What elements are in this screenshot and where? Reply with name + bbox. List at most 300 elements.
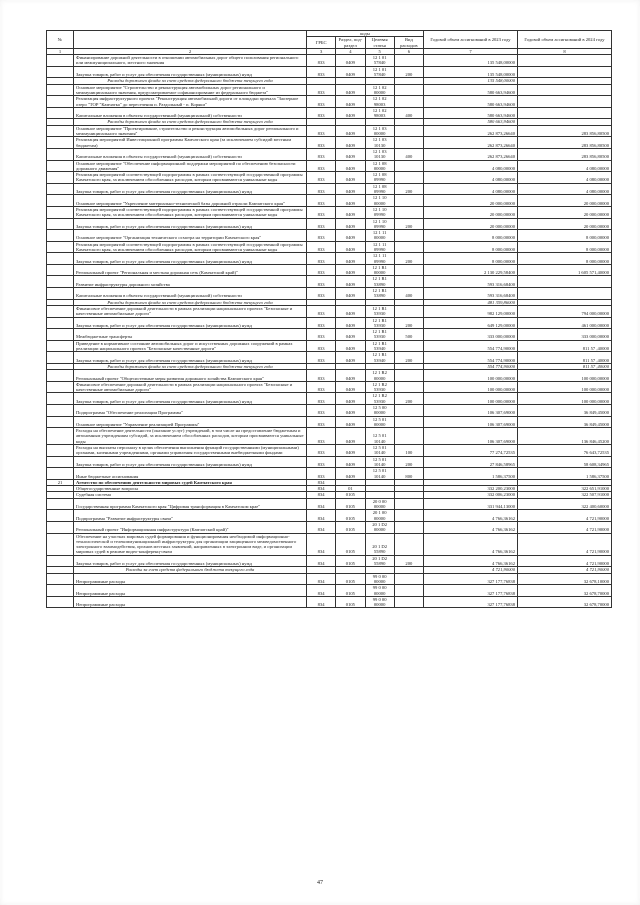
table-row bbox=[47, 241, 612, 253]
row-volume-2024-cell: 4 721,90000 bbox=[518, 533, 612, 555]
row-name-cell: Основное мероприятие "Строительство и реконструкция автомобильных дорог регионального и межмуниципального значения, предусматриваемое софинансирование из федерального бюджета" bbox=[74, 84, 307, 96]
row-expense-type-cell: 400 bbox=[394, 148, 423, 160]
row-expense-type-cell bbox=[394, 160, 423, 172]
row-name-cell: Финансирование дорожной деятельности в отношении автомобильных дорог общего пользования регионального или межмуниципального, местного значения bbox=[74, 55, 307, 67]
row-volume-2023-cell: 593 316,68400 bbox=[424, 276, 518, 288]
row-name-cell: Основное мероприятие "Укрепление материально-технической базы дорожной отрасли Камчатского края" bbox=[74, 195, 307, 207]
row-volume-2023-cell: 106 307,69000 bbox=[424, 416, 518, 428]
row-expense-type-cell: 400 bbox=[394, 107, 423, 119]
row-grbs-cell: 833 bbox=[307, 172, 336, 184]
row-number-cell bbox=[47, 428, 74, 445]
row-expense-type-cell bbox=[394, 276, 423, 288]
row-grbs-cell: 834 bbox=[307, 510, 336, 522]
table-row bbox=[47, 55, 612, 67]
row-number-cell bbox=[47, 125, 74, 137]
header-codes-group: коды bbox=[307, 31, 424, 37]
row-expense-type-cell: 200 bbox=[394, 253, 423, 265]
row-volume-2023-cell: 4 080,00000 bbox=[424, 183, 518, 195]
row-volume-2024-cell bbox=[518, 55, 612, 67]
row-volume-2023-cell: 4 766,36162 bbox=[424, 533, 518, 555]
row-volume-2024-cell: 283 856,80500 bbox=[518, 148, 612, 160]
row-number-cell bbox=[47, 329, 74, 341]
row-volume-2024-cell bbox=[518, 107, 612, 119]
table-row bbox=[47, 329, 612, 341]
table-row bbox=[47, 230, 612, 242]
row-section-cell: 0105 bbox=[336, 510, 365, 522]
row-number-cell bbox=[47, 107, 74, 119]
row-volume-2024-cell: 136 846,45200 bbox=[518, 428, 612, 445]
row-volume-2023-cell: 327 177,76838 bbox=[424, 573, 518, 585]
row-name-cell: Реализация мероприятий соответствующей подпрограммы в рамках соответствующей государственной программы Камчатского края, за исключением обособленных расходов, которым присваиваются уникальные коды bbox=[74, 172, 307, 184]
row-volume-2023-cell: 1 586,37500 bbox=[424, 468, 518, 480]
row-expense-type-cell bbox=[394, 84, 423, 96]
table-row bbox=[47, 381, 612, 393]
row-volume-2024-cell bbox=[518, 288, 612, 300]
row-number-cell bbox=[47, 405, 74, 417]
row-target-article-cell: 12 1 R1 00000 bbox=[365, 264, 394, 276]
row-volume-2023-cell: 331 944,13000 bbox=[424, 498, 518, 510]
row-target-article-cell: 12 1 11 09990 bbox=[365, 241, 394, 253]
row-target-article-cell: 12 1 02 98003 bbox=[365, 107, 394, 119]
row-section-cell: 0409 bbox=[336, 107, 365, 119]
row-expense-type-cell bbox=[394, 416, 423, 428]
row-volume-2023-cell: 982 129,00000 bbox=[424, 305, 518, 317]
row-expense-type-cell bbox=[394, 340, 423, 352]
row-grbs-cell: 834 bbox=[307, 533, 336, 555]
row-target-article-cell: 12 1 R2 53930 bbox=[365, 393, 394, 405]
row-name-cell: Закупка товаров, работ и услуг для обеспечения государственных (муниципальных) нужд bbox=[74, 253, 307, 265]
row-volume-2023-cell: 262 873,26640 bbox=[424, 125, 518, 137]
row-number-cell bbox=[47, 573, 74, 585]
row-grbs-cell: 833 bbox=[307, 456, 336, 468]
row-target-article-cell: 12 1 03 00000 bbox=[365, 125, 394, 137]
row-section-cell: 0105 bbox=[336, 573, 365, 585]
row-grbs-cell: 833 bbox=[307, 445, 336, 457]
row-volume-2024-cell: 58 608,34965 bbox=[518, 456, 612, 468]
row-name-cell: Капитальные вложения в объекты государственной (муниципальной) собственности bbox=[74, 148, 307, 160]
row-name-cell: Финансовое обеспечение дорожной деятельности в рамках реализации национального проекта "Безопасные и качественные автомобильные дороги" bbox=[74, 305, 307, 317]
row-section-cell: 0409 bbox=[336, 66, 365, 78]
row-volume-2023-cell: 27 846,58965 bbox=[424, 456, 518, 468]
row-grbs-cell: 833 bbox=[307, 148, 336, 160]
row-section-cell: 0409 bbox=[336, 468, 365, 480]
row-name-cell: Закупка товаров, работ и услуг для обеспечения государственных (муниципальных) нужд bbox=[74, 218, 307, 230]
row-name-cell: Обеспечение на участках мировых судей формирования и функционирования необходимой информационно-технологической и телекоммуникационной инфраструктуры для организации защищенного межведомственного электронного взаимодействия, органов местных заявлений, направленных в электронном виде, и организации мировых судей в режиме видео-конференц-связи bbox=[74, 533, 307, 555]
table-row bbox=[47, 585, 612, 597]
row-target-article-cell: 12 1 R1 53930 bbox=[365, 317, 394, 329]
row-grbs-cell: 834 bbox=[307, 555, 336, 567]
row-target-article-cell: 12 1 R1 53940 bbox=[365, 340, 394, 352]
row-target-article-cell: 99 0 00 00000 bbox=[365, 585, 394, 597]
row-volume-2024-cell: 322 651,91000 bbox=[518, 486, 612, 492]
index-cell: 4 bbox=[336, 48, 365, 54]
row-section-cell: 0409 bbox=[336, 218, 365, 230]
row-volume-2023-cell: 20 000,00000 bbox=[424, 218, 518, 230]
row-grbs-cell: 833 bbox=[307, 317, 336, 329]
row-expense-type-cell bbox=[394, 55, 423, 67]
header-section: Раздел, под-раздел bbox=[336, 37, 365, 49]
row-number-cell bbox=[47, 137, 74, 149]
row-target-article-cell: 12 1 R1 53930 bbox=[365, 305, 394, 317]
row-name-cell: Межбюджетные трансферты bbox=[74, 329, 307, 341]
row-expense-type-cell bbox=[394, 498, 423, 510]
row-grbs-cell: 833 bbox=[307, 66, 336, 78]
row-volume-2024-cell: 20 000,00000 bbox=[518, 206, 612, 218]
row-target-article-cell: 12 1 01 57840 bbox=[365, 66, 394, 78]
row-volume-2024-cell bbox=[518, 96, 612, 108]
row-volume-2024-cell: 100 000,00000 bbox=[518, 381, 612, 393]
row-name-cell: Непрограммные расходы bbox=[74, 573, 307, 585]
table-row bbox=[47, 195, 612, 207]
row-target-article-cell: 12 1 R1 53890 bbox=[365, 288, 394, 300]
header-target-article: Целевая статья bbox=[365, 37, 394, 49]
row-expense-type-cell: 200 bbox=[394, 555, 423, 567]
row-volume-2023-cell: 593 316,68400 bbox=[424, 288, 518, 300]
row-number-cell bbox=[47, 340, 74, 352]
row-volume-2023-cell: 4 766,36162 bbox=[424, 510, 518, 522]
row-target-article-cell: 12 5 01 10140 bbox=[365, 428, 394, 445]
header-number: № bbox=[47, 31, 74, 49]
row-volume-2024-cell bbox=[518, 66, 612, 78]
row-volume-2023-cell: 554 774,90000 bbox=[424, 363, 518, 369]
row-section-cell: 0409 bbox=[336, 329, 365, 341]
row-number-cell bbox=[47, 468, 74, 480]
row-grbs-cell: 833 bbox=[307, 393, 336, 405]
row-name-cell: Приведение в нормативное состояние автомобильных дорог и искусственных дорожных сооружений в рамках реализации национального проекта "Безопасные качественные дороги" bbox=[74, 340, 307, 352]
row-number-cell bbox=[47, 555, 74, 567]
table-row bbox=[47, 96, 612, 108]
row-expense-type-cell bbox=[394, 206, 423, 218]
row-volume-2024-cell: 4 721,90000 bbox=[518, 567, 612, 573]
row-name-cell: Региональный проект "Общесистемные меры развития дорожного хозяйства Камчатского края" bbox=[74, 370, 307, 382]
table-row bbox=[47, 428, 612, 445]
table-row bbox=[47, 84, 612, 96]
row-section-cell: 0105 bbox=[336, 596, 365, 608]
row-volume-2023-cell: 332 200,23000 bbox=[424, 486, 518, 492]
budget-table bbox=[46, 30, 612, 608]
row-grbs-cell: 834 bbox=[307, 479, 336, 485]
row-expense-type-cell bbox=[394, 230, 423, 242]
row-volume-2023-cell: 481 359,86000 bbox=[424, 299, 518, 305]
row-section-cell: 0409 bbox=[336, 55, 365, 67]
row-volume-2024-cell: 811 57 ,40000 bbox=[518, 340, 612, 352]
row-expense-type-cell: 200 bbox=[394, 218, 423, 230]
row-volume-2024-cell: 100 000,00000 bbox=[518, 370, 612, 382]
index-cell: 6 bbox=[394, 48, 423, 54]
row-section-cell: 0409 bbox=[336, 137, 365, 149]
row-section-cell: 0409 bbox=[336, 125, 365, 137]
row-section-cell: 0409 bbox=[336, 253, 365, 265]
row-section-cell: 0409 bbox=[336, 276, 365, 288]
row-volume-2024-cell: 794 000,00000 bbox=[518, 305, 612, 317]
table-row bbox=[47, 317, 612, 329]
row-target-article-cell: 12 1 R1 53930 bbox=[365, 329, 394, 341]
row-volume-2023-cell: 554 774,90000 bbox=[424, 352, 518, 364]
row-expense-type-cell: 500 bbox=[394, 329, 423, 341]
row-volume-2023-cell: 106 307,69000 bbox=[424, 428, 518, 445]
table-row bbox=[47, 183, 612, 195]
row-expense-type-cell bbox=[394, 241, 423, 253]
row-target-article-cell: 12 1 R1 53940 bbox=[365, 352, 394, 364]
row-number-cell bbox=[47, 66, 74, 78]
row-volume-2024-cell: 76 643,72535 bbox=[518, 445, 612, 457]
row-grbs-cell: 834 bbox=[307, 521, 336, 533]
row-target-article-cell: 12 1 R1 53890 bbox=[365, 276, 394, 288]
row-volume-2024-cell: 4 080,00000 bbox=[518, 160, 612, 172]
row-section-cell: 0409 bbox=[336, 445, 365, 457]
row-volume-2023-cell: 580 663,94600 bbox=[424, 119, 518, 125]
row-volume-2023-cell: 106 307,69000 bbox=[424, 405, 518, 417]
row-target-article-cell: 12 5 01 00000 bbox=[365, 416, 394, 428]
row-volume-2024-cell bbox=[518, 276, 612, 288]
row-name-cell: Основное мероприятие "Управление реализацией Программы" bbox=[74, 416, 307, 428]
row-grbs-cell: 833 bbox=[307, 428, 336, 445]
row-expense-type-cell bbox=[394, 96, 423, 108]
row-number-cell bbox=[47, 241, 74, 253]
row-target-article-cell: 99 0 00 00000 bbox=[365, 573, 394, 585]
row-number-cell bbox=[47, 183, 74, 195]
row-name-cell: Реализация мероприятий соответствующей подпрограммы в рамках соответствующей государственной программы Камчатского края, за исключением обособленных расходов, которым присваиваются уникальные коды bbox=[74, 206, 307, 218]
row-expense-type-cell bbox=[394, 381, 423, 393]
header-expense-type: Вид расходов bbox=[394, 37, 423, 49]
row-expense-type-cell: 100 bbox=[394, 445, 423, 457]
row-number-cell bbox=[47, 305, 74, 317]
row-section-cell: 0409 bbox=[336, 183, 365, 195]
row-expense-type-cell bbox=[394, 533, 423, 555]
row-expense-type-cell: 200 bbox=[394, 317, 423, 329]
row-volume-2024-cell: 8 000,00000 bbox=[518, 253, 612, 265]
row-volume-2024-cell: 1 586,37500 bbox=[518, 468, 612, 480]
row-section-cell: 0409 bbox=[336, 84, 365, 96]
row-grbs-cell: 833 bbox=[307, 352, 336, 364]
table-row bbox=[47, 510, 612, 522]
row-section-cell: 0105 bbox=[336, 492, 365, 498]
row-name-cell: Расходы дорожного фонда за счет средств федерального бюджета текущего года bbox=[74, 119, 307, 125]
row-name-cell: Региональный проект "Региональная и местная дорожная сеть (Камчатский край)" bbox=[74, 264, 307, 276]
table-row bbox=[47, 456, 612, 468]
row-section-cell: 0409 bbox=[336, 195, 365, 207]
row-expense-type-cell bbox=[394, 137, 423, 149]
row-target-article-cell: 12 1 10 09990 bbox=[365, 206, 394, 218]
row-volume-2024-cell: 8 000,00000 bbox=[518, 230, 612, 242]
row-grbs-cell: 833 bbox=[307, 370, 336, 382]
row-name-cell: Расходы дорожного фонда за счет средств федерального бюджета текущего года bbox=[74, 299, 307, 305]
row-target-article-cell: 12 5 01 10140 bbox=[365, 468, 394, 480]
row-number-cell bbox=[47, 288, 74, 300]
row-expense-type-cell: 200 bbox=[394, 183, 423, 195]
row-number-cell bbox=[47, 456, 74, 468]
row-expense-type-cell bbox=[394, 585, 423, 597]
index-cell: 2 bbox=[74, 48, 307, 54]
row-grbs-cell: 833 bbox=[307, 183, 336, 195]
table-row bbox=[47, 498, 612, 510]
row-volume-2024-cell: 322 400,60000 bbox=[518, 498, 612, 510]
row-volume-2023-cell: 649 129,00000 bbox=[424, 317, 518, 329]
row-volume-2023-cell: 135 548,00000 bbox=[424, 66, 518, 78]
row-number-cell bbox=[47, 84, 74, 96]
row-volume-2023-cell: 332 006,23000 bbox=[424, 492, 518, 498]
row-volume-2024-cell: 4 721,90000 bbox=[518, 510, 612, 522]
row-volume-2023-cell: 20 000,00000 bbox=[424, 206, 518, 218]
row-name-cell: Реализация мероприятий соответствующей подпрограммы в рамках соответствующей государственной программы Камчатского края, за исключением обособленных расходов, которым присваиваются уникальные коды bbox=[74, 241, 307, 253]
row-name-cell: Развитие инфраструктуры дорожного хозяйства bbox=[74, 276, 307, 288]
index-cell: 8 bbox=[518, 48, 612, 54]
row-name-cell: Закупка товаров, работ и услуг для обеспечения государственных (муниципальных) нужд bbox=[74, 317, 307, 329]
row-volume-2024-cell: 4 721,90000 bbox=[518, 555, 612, 567]
row-number-cell bbox=[47, 218, 74, 230]
row-number-cell bbox=[47, 533, 74, 555]
table-row bbox=[47, 148, 612, 160]
table-row bbox=[47, 555, 612, 567]
row-grbs-cell: 834 bbox=[307, 486, 336, 492]
row-section-cell: 0409 bbox=[336, 393, 365, 405]
row-section-cell: 0105 bbox=[336, 521, 365, 533]
row-expense-type-cell bbox=[394, 264, 423, 276]
row-section-cell: 0409 bbox=[336, 160, 365, 172]
header-volume-2023: Годовой объем ассигнований в 2023 году bbox=[424, 31, 518, 49]
row-volume-2024-cell: 4 080,00000 bbox=[518, 172, 612, 184]
table-row bbox=[47, 393, 612, 405]
table-row bbox=[47, 276, 612, 288]
row-name-cell: Капитальные вложения в объекты государственной (муниципальной) собственности bbox=[74, 288, 307, 300]
row-grbs-cell: 833 bbox=[307, 96, 336, 108]
row-section-cell: 0105 bbox=[336, 585, 365, 597]
row-volume-2023-cell: 4 721,90000 bbox=[424, 567, 518, 573]
row-volume-2024-cell: 100 000,00000 bbox=[518, 393, 612, 405]
table-row bbox=[47, 352, 612, 364]
row-volume-2024-cell: 8 000,00000 bbox=[518, 241, 612, 253]
row-expense-type-cell: 200 bbox=[394, 352, 423, 364]
row-volume-2023-cell: 333 000,00000 bbox=[424, 329, 518, 341]
row-section-cell: 0409 bbox=[336, 172, 365, 184]
row-target-article-cell: 12 1 R2 00000 bbox=[365, 370, 394, 382]
row-name-cell: Основное мероприятие "Проектирование, строительство и реконструкция автомобильных дорог регионального и межмуниципального значения" bbox=[74, 125, 307, 137]
row-volume-2023-cell: 135 548,00000 bbox=[424, 78, 518, 84]
row-volume-2024-cell: 461 000,00000 bbox=[518, 317, 612, 329]
row-name-cell: Реализация мероприятий Инвестиционной программы Камчатского края (за исключением субсидий местным бюджетам) bbox=[74, 137, 307, 149]
row-name-cell: Основное мероприятие "Организация технического осмотра на территории Камчатского края" bbox=[74, 230, 307, 242]
row-section-cell: 0409 bbox=[336, 96, 365, 108]
row-target-article-cell: 12 1 11 09990 bbox=[365, 253, 394, 265]
row-target-article-cell: 20 1 D2 55890 bbox=[365, 533, 394, 555]
row-volume-2024-cell: 32 678,70000 bbox=[518, 596, 612, 608]
row-grbs-cell: 833 bbox=[307, 305, 336, 317]
row-section-cell: 0105 bbox=[336, 555, 365, 567]
row-target-article-cell: 20 1 D2 55890 bbox=[365, 555, 394, 567]
row-expense-type-cell bbox=[394, 195, 423, 207]
row-grbs-cell: 833 bbox=[307, 416, 336, 428]
row-volume-2023-cell: 4 766,36162 bbox=[424, 555, 518, 567]
row-expense-type-cell bbox=[394, 428, 423, 445]
row-target-article-cell: 12 1 08 09990 bbox=[365, 183, 394, 195]
row-target-article-cell: 12 5 01 10140 bbox=[365, 456, 394, 468]
row-volume-2024-cell: 283 856,80500 bbox=[518, 125, 612, 137]
row-name-cell: Расходы за счет средств федерального бюджета текущего года bbox=[74, 567, 307, 573]
row-section-cell: 01 bbox=[336, 486, 365, 492]
row-number-cell bbox=[47, 381, 74, 393]
table-row bbox=[47, 172, 612, 184]
row-expense-type-cell: 800 bbox=[394, 468, 423, 480]
row-name-cell: Закупка товаров, работ и услуг для обеспечения государственных (муниципальных) нужд bbox=[74, 352, 307, 364]
table-row bbox=[47, 218, 612, 230]
row-volume-2024-cell: 283 856,80500 bbox=[518, 137, 612, 149]
row-number-cell bbox=[47, 393, 74, 405]
row-target-article-cell: 12 1 03 10130 bbox=[365, 148, 394, 160]
row-volume-2023-cell: 554 774,90000 bbox=[424, 340, 518, 352]
row-name-cell: Судебная система bbox=[74, 492, 307, 498]
table-row bbox=[47, 137, 612, 149]
row-grbs-cell: 833 bbox=[307, 253, 336, 265]
row-volume-2023-cell: 8 000,00000 bbox=[424, 230, 518, 242]
row-grbs-cell: 834 bbox=[307, 596, 336, 608]
row-name-cell: Расходы на обеспечение деятельности (оказание услуг) учреждений, в том числе на предоставление бюджетным и автономным учреждениям субсидий, за исключением обособленных расходов, которым присваиваются уникальные коды bbox=[74, 428, 307, 445]
row-section-cell: 0409 bbox=[336, 317, 365, 329]
row-number-cell bbox=[47, 276, 74, 288]
row-grbs-cell: 833 bbox=[307, 218, 336, 230]
row-grbs-cell: 833 bbox=[307, 241, 336, 253]
row-grbs-cell: 833 bbox=[307, 206, 336, 218]
row-grbs-cell: 833 bbox=[307, 340, 336, 352]
row-expense-type-cell bbox=[394, 573, 423, 585]
row-number-cell bbox=[47, 445, 74, 457]
row-target-article-cell: 12 1 02 98003 bbox=[365, 96, 394, 108]
row-expense-type-cell: 400 bbox=[394, 288, 423, 300]
table-row bbox=[47, 573, 612, 585]
table-row bbox=[47, 521, 612, 533]
row-number-cell bbox=[47, 206, 74, 218]
row-volume-2023-cell: 135 548,00000 bbox=[424, 55, 518, 67]
row-number-cell bbox=[47, 264, 74, 276]
row-name-cell: Расходы дорожного фонда за счет средств федерального бюджета текущего года bbox=[74, 78, 307, 84]
row-volume-2024-cell: 20 000,00000 bbox=[518, 195, 612, 207]
row-name-cell: Расходы дорожного фонда за счет средств федерального бюджета текущего года bbox=[74, 363, 307, 369]
row-grbs-cell: 833 bbox=[307, 84, 336, 96]
row-expense-type-cell bbox=[394, 125, 423, 137]
table-row bbox=[47, 370, 612, 382]
row-expense-type-cell bbox=[394, 510, 423, 522]
table-row bbox=[47, 468, 612, 480]
row-expense-type-cell bbox=[394, 370, 423, 382]
row-target-article-cell: 12 1 10 09990 bbox=[365, 218, 394, 230]
row-number-cell bbox=[47, 96, 74, 108]
row-target-article-cell: 12 1 R2 53930 bbox=[365, 381, 394, 393]
header-volume-2024: Годовой объем ассигнований в 2024 году bbox=[518, 31, 612, 49]
row-name-cell: Расходы на выплаты персоналу в целях обеспечения выполнения функций государственными (муниципальными) органами, казенными учреждениями, органами управления государственными внебюджетными фондами bbox=[74, 445, 307, 457]
row-volume-2023-cell: 4 766,36162 bbox=[424, 521, 518, 533]
row-name-cell: Региональный проект "Информационная инфраструктура (Камчатский край)" bbox=[74, 521, 307, 533]
row-volume-2024-cell: 32 678,10000 bbox=[518, 573, 612, 585]
row-section-cell: 0409 bbox=[336, 288, 365, 300]
row-target-article-cell: 12 1 08 00000 bbox=[365, 160, 394, 172]
row-number-cell bbox=[47, 352, 74, 364]
row-name-cell: Закупка товаров, работ и услуг для обеспечения государственных (муниципальных) нужд bbox=[74, 393, 307, 405]
row-number-cell bbox=[47, 55, 74, 67]
row-name-cell: Капитальные вложения в объекты государственной (муниципальной) собственности bbox=[74, 107, 307, 119]
table-row bbox=[47, 305, 612, 317]
row-section-cell: 0409 bbox=[336, 428, 365, 445]
row-number-cell: 21 bbox=[47, 479, 74, 485]
row-target-article-cell: 12 1 08 09990 bbox=[365, 172, 394, 184]
row-section-cell: 0409 bbox=[336, 456, 365, 468]
table-row bbox=[47, 596, 612, 608]
row-grbs-cell: 834 bbox=[307, 573, 336, 585]
row-volume-2024-cell: 20 000,00000 bbox=[518, 218, 612, 230]
row-expense-type-cell bbox=[394, 596, 423, 608]
row-volume-2024-cell: 811 57 ,40000 bbox=[518, 363, 612, 369]
row-name-cell: Государственная программа Камчатского края "Цифровая трансформация в Камчатском крае" bbox=[74, 498, 307, 510]
row-name-cell: Закупка товаров, работ и услуг для обеспечения государственных (муниципальных) нужд bbox=[74, 555, 307, 567]
page-number: 47 bbox=[317, 880, 323, 886]
